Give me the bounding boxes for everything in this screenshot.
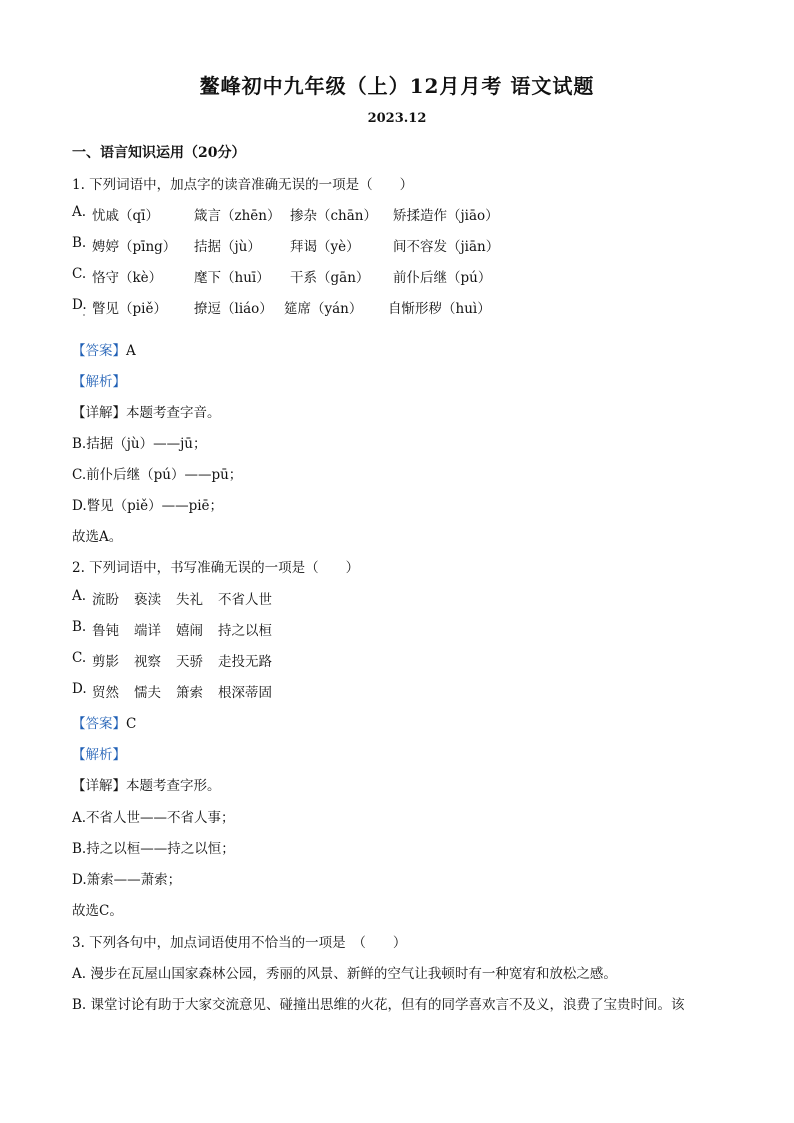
option-item: 筵席（yán）	[284, 301, 363, 317]
option-label: D.	[72, 297, 87, 313]
option-item: 剪影	[92, 654, 119, 670]
option-item: 根深蒂固	[218, 685, 272, 701]
option-item: 失礼	[176, 592, 203, 608]
option-item: 瞥见（piě）	[92, 301, 167, 317]
question-2-answer	[72, 712, 136, 732]
option-item: 持之以桓	[218, 623, 272, 639]
option-label: C.	[72, 650, 87, 666]
option-item: 撩逗（liáo）	[194, 301, 273, 317]
option-label: B.	[72, 235, 87, 251]
option-item: 不省人世	[218, 592, 272, 608]
option-label: C.	[72, 266, 87, 282]
option-item: 拜谒（yè）	[290, 239, 360, 255]
option-item: 矫揉造作（jiāo）	[393, 208, 499, 224]
detail-text: 本题考查字音。	[126, 405, 221, 421]
option-label: B.	[72, 619, 87, 635]
option-item: 流盼	[92, 592, 119, 608]
section-heading: 一、语言知识运用（20分）	[72, 145, 246, 161]
option-item: 恪守（kè）	[92, 270, 163, 286]
option-item: 端详	[134, 623, 161, 639]
question-3-option-a: A. 漫步在瓦屋山国家森林公园，秀丽的风景、新鲜的空气让我顿时有一种宽宥和放松之感。	[72, 966, 617, 982]
option-label: D.	[72, 681, 87, 697]
option-item: 懦夫	[134, 685, 161, 701]
option-item: 麾下（huī）	[194, 270, 270, 286]
question-1-conclusion: 故选A。	[72, 529, 123, 545]
option-item: 箴言（zhēn）	[194, 208, 281, 224]
question-1-correction: C.前仆后继（pú）——pū；	[72, 467, 243, 483]
question-1-answer	[72, 339, 136, 359]
question-1-stem: 1. 下列词语中，加点字的读音准确无误的一项是（ ）	[72, 177, 414, 193]
option-label: A.	[72, 588, 87, 604]
option-item: 间不容发（jiān）	[393, 239, 500, 255]
option-item: 娉婷（pīng）	[92, 239, 177, 255]
option-item: 嬉闹	[176, 623, 203, 639]
option-item: 亵渎	[134, 592, 161, 608]
option-item: 天骄	[176, 654, 203, 670]
question-2-detail	[72, 774, 221, 794]
answer-value: C	[126, 716, 137, 732]
question-2-analysis-tag: 【解析】	[72, 747, 126, 763]
question-3-option-b: B. 课堂讨论有助于大家交流意见、碰撞出思维的火花，但有的同学喜欢言不及义，浪费了宝贵时间。该	[72, 997, 685, 1013]
option-item: 鲁钝	[92, 623, 119, 639]
option-item: 掺杂（chān）	[290, 208, 377, 224]
detail-text: 本题考查字形。	[126, 778, 221, 794]
question-3-stem: 3. 下列各句中，加点词语使用不恰当的一项是 （ ）	[72, 935, 407, 951]
question-2-stem: 2. 下列词语中，书写准确无误的一项是（ ）	[72, 560, 360, 576]
option-item: 箫索	[176, 685, 203, 701]
answer-value: A	[126, 343, 136, 359]
question-1-detail	[72, 401, 221, 421]
question-2-correction: A.不省人世——不省人事；	[72, 810, 235, 826]
question-1-analysis-tag: 【解析】	[72, 374, 126, 390]
question-2-correction: D.箫索——萧索；	[72, 872, 182, 888]
option-item: 自惭形秽（huì）	[388, 301, 491, 317]
option-item: 拮据（jù）	[194, 239, 261, 255]
answer-tag: 【答案】	[72, 343, 126, 359]
option-item: 干系（gān）	[290, 270, 370, 286]
answer-tag: 【答案】	[72, 716, 126, 732]
option-item: 贸然	[92, 685, 119, 701]
question-2-correction: B.持之以桓——持之以恒；	[72, 841, 235, 857]
option-item: 走投无路	[218, 654, 272, 670]
option-item: 视察	[134, 654, 161, 670]
option-item: 前仆后继（pú）	[393, 270, 492, 286]
question-1-correction: D.瞥见（piě）——piē；	[72, 498, 224, 514]
detail-tag: 【详解】	[72, 405, 126, 421]
page-title: 鳌峰初中九年级（上）12月月考 语文试题	[199, 74, 595, 98]
option-label: A.	[72, 204, 87, 220]
question-2-conclusion: 故选C。	[72, 903, 123, 919]
option-item: 忧戚（qī）	[92, 208, 159, 224]
detail-tag: 【详解】	[72, 778, 126, 794]
exam-date: 2023.12	[367, 111, 427, 126]
question-1-correction: B.拮据（jù）——jū；	[72, 436, 207, 452]
stray-dot	[83, 314, 85, 316]
